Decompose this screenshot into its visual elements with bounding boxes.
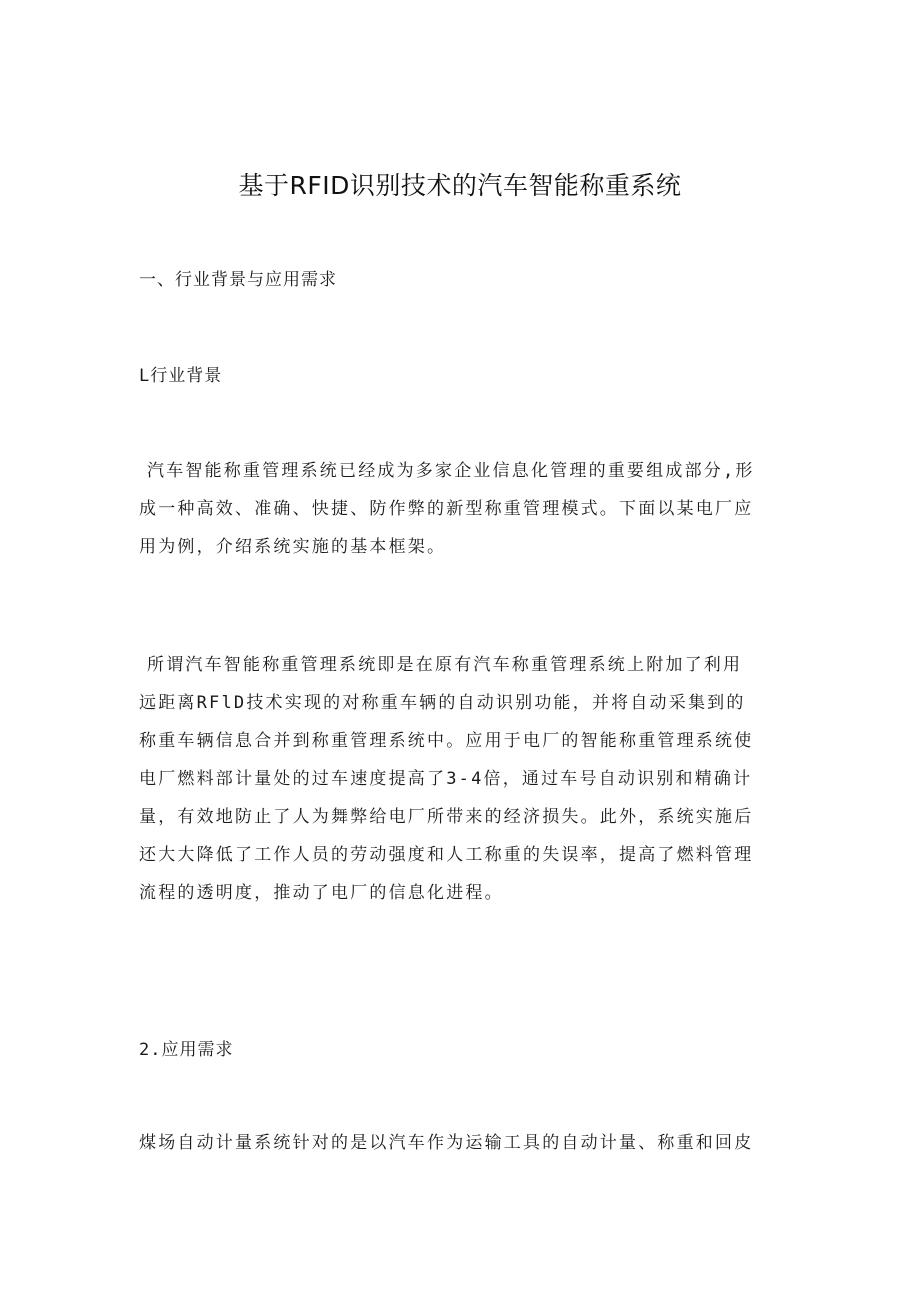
paragraph-line: 量，有效地防止了人为舞弊给电厂所带来的经济损失。此外，系统实施后 xyxy=(139,807,754,827)
subsection-heading-industry-background: L行业背景 xyxy=(139,366,223,386)
paragraph-line: 远距离RFlD技术实现的对称重车辆的自动识别功能，并将自动采集到的 xyxy=(139,693,746,713)
paragraph-line: 所谓汽车智能称重管理系统即是在原有汽车称重管理系统上附加了利用 xyxy=(147,655,743,675)
paragraph-line: 成一种高效、准确、快捷、防作弊的新型称重管理模式。下面以某电厂应 xyxy=(139,499,754,519)
paragraph-intro xyxy=(139,452,784,566)
paragraph-line: 电厂燃料部计量处的过车速度提高了3-4倍，通过车号自动识别和精确计 xyxy=(139,769,753,789)
paragraph-coal-yard xyxy=(139,1124,784,1162)
paragraph-line: 称重车辆信息合并到称重管理系统中。应用于电厂的智能称重管理系统使 xyxy=(139,731,754,751)
paragraph-line: 流程的透明度，推动了电厂的信息化进程。 xyxy=(139,883,504,903)
document-title: 基于RFID识别技术的汽车智能称重系统 xyxy=(238,171,682,200)
paragraph-line: 用为例，介绍系统实施的基本框架。 xyxy=(139,537,447,557)
subsection-heading-application-needs: 2.应用需求 xyxy=(139,1040,234,1060)
section-heading-industry-background-and-needs: 一、行业背景与应用需求 xyxy=(139,270,337,290)
paragraph-line: 汽车智能称重管理系统已经成为多家企业信息化管理的重要组成部分,形 xyxy=(147,461,755,481)
paragraph-line: 煤场自动计量系统针对的是以汽车作为运输工具的自动计量、称重和回皮 xyxy=(139,1133,754,1153)
paragraph-line: 还大大降低了工作人员的劳动强度和人工称重的失误率，提高了燃料管理 xyxy=(139,845,754,865)
paragraph-system-description xyxy=(139,646,784,912)
